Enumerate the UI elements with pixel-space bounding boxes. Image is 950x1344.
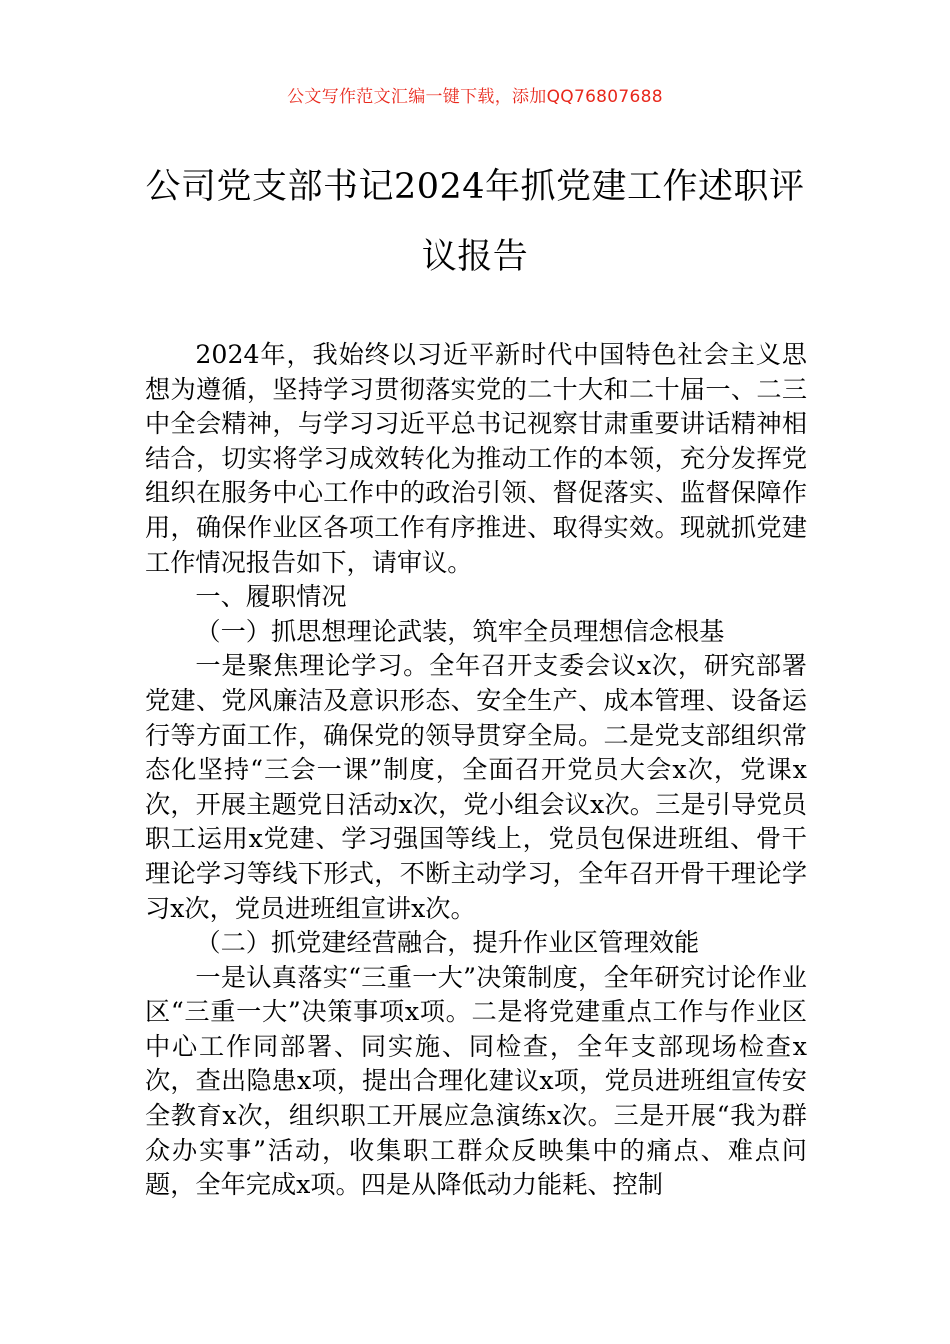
- subsection-heading-1: （一）抓思想理论武装，筑牢全员理想信念根基: [195, 616, 725, 646]
- subsection-heading-2: （二）抓党建经营融合，提升作业区管理效能: [195, 928, 700, 958]
- promo-line: 公文写作范文汇编一键下载，添加QQ76807688: [287, 87, 663, 107]
- body-paragraph-1: 一是聚焦理论学习。全年召开支委会议x次，研究部署党建、党风廉洁及意识形态、安全生产、成本管理、设备运行等方面工作，确保党的领导贯穿全局。二是党支部组织常态化坚持“三会一课”制度，全面召开党员大会x次，党课x次，开展主题党日活动x次，党小组会议x次。三是引导党员职工运用x党建、学习强国等线上，党员包保进班组、骨干理论学习等线下形式，不断主动学习，全年召开骨干理论学习x次，党员进班组宣讲x次。: [145, 651, 807, 923]
- document-body: [145, 338, 807, 1203]
- section-heading: 一、履职情况: [195, 582, 347, 612]
- document-title: 公司党支部书记2024年抓党建工作述职评议报告: [145, 167, 805, 277]
- intro-paragraph: 2024年，我始终以习近平新时代中国特色社会主义思想为遵循，坚持学习贯彻落实党的二十大和二十届一、二三中全会精神，与学习习近平总书记视察甘肃重要讲话精神相结合，切实将学习成效转化为推动工作的本领，充分发挥党组织在服务中心工作中的政治引领、督促落实、监督保障作用，确保作业区各项工作有序推进、取得实效。现就抓党建工作情况报告如下，请审议。: [145, 340, 807, 577]
- body-paragraph-2: 一是认真落实“三重一大”决策制度，全年研究讨论作业区“三重一大”决策事项x项。二是将党建重点工作与作业区中心工作同部署、同实施、同检查，全年支部现场检查x次，查出隐患x项，提出合理化建议x项，党员进班组宣传安全教育x次，组织职工开展应急演练x次。三是开展“我为群众办实事”活动，收集职工群众反映集中的痛点、难点问题，全年完成x项。四是从降低动力能耗、控制: [145, 962, 807, 1200]
